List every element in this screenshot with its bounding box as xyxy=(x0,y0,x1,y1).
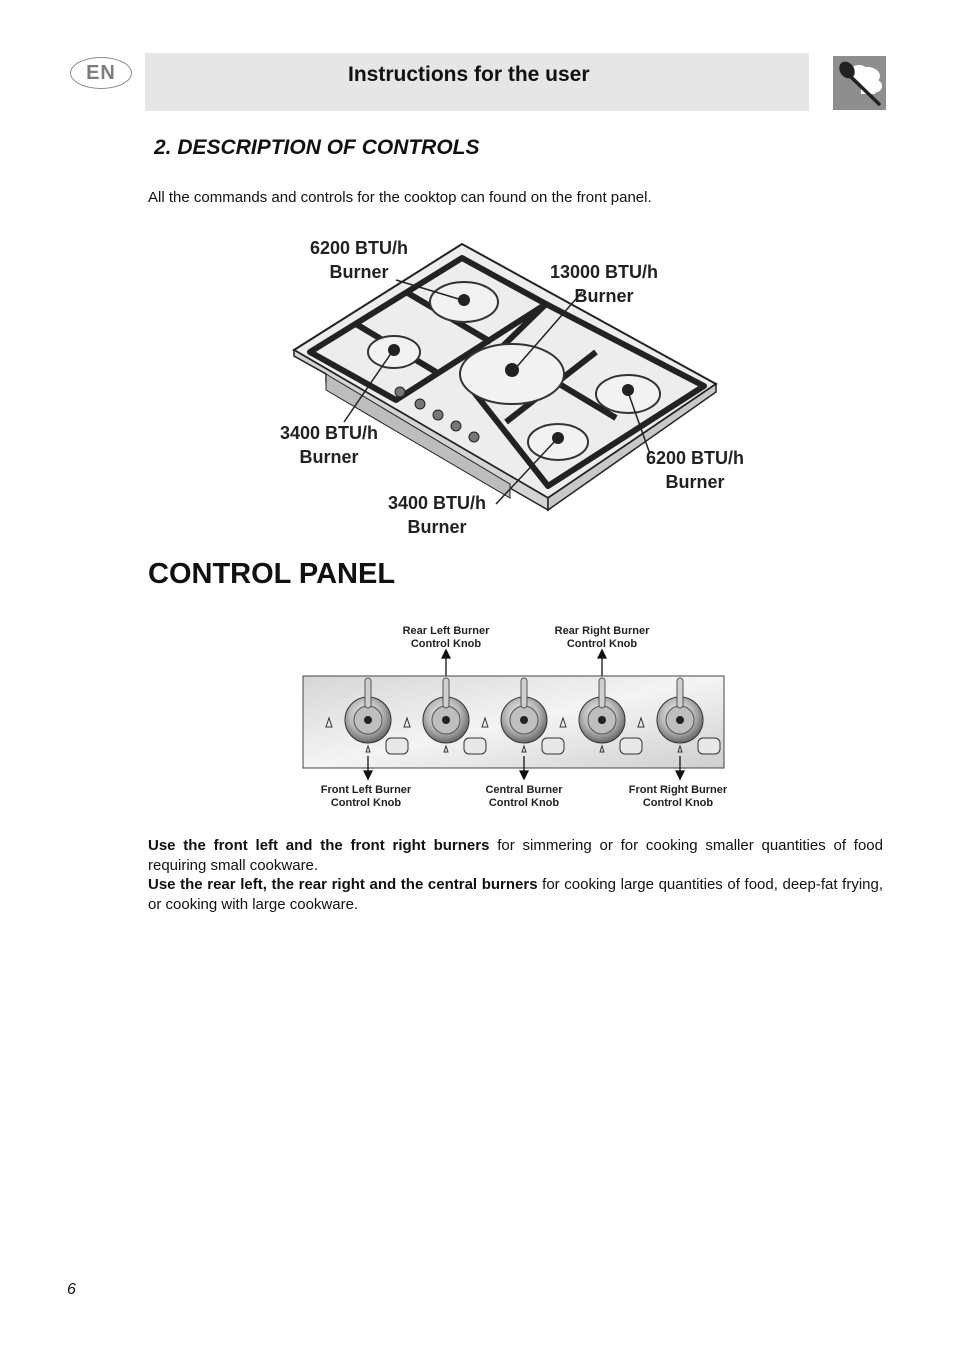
usage-1-rest: for simmering or for cooking smaller quantities of food requiring small cookware. xyxy=(148,837,883,874)
usage-1-bold: Use the front left and the front right burners xyxy=(148,837,490,854)
header-bar xyxy=(145,53,809,111)
label-front-left-burner: 3400 BTU/h Burner xyxy=(280,423,379,467)
label-front-center-burner: 3400 BTU/h Burner xyxy=(388,493,487,537)
section-title: 2. DESCRIPTION OF CONTROLS xyxy=(154,136,480,159)
page-number: 6 xyxy=(67,1281,76,1298)
control-panel-diagram xyxy=(300,620,730,815)
label-front-left-knob: Front Left Burner Control Knob xyxy=(320,784,412,809)
chef-hat-spoon-icon xyxy=(833,56,886,110)
control-panel-heading: CONTROL PANEL xyxy=(148,558,396,590)
usage-text xyxy=(148,836,883,914)
usage-paragraph-1 xyxy=(148,836,883,875)
language-badge: EN xyxy=(70,57,132,89)
label-rear-left-burner: 6200 BTU/h Burner xyxy=(310,238,409,282)
intro-text: All the commands and controls for the cooktop can found on the front panel. xyxy=(148,189,652,206)
label-front-right-knob: Front Right Burner Control Knob xyxy=(628,784,728,809)
label-central-burner: 13000 BTU/h Burner xyxy=(550,262,659,306)
label-central-knob: Central Burner Control Knob xyxy=(485,784,563,809)
usage-2-rest: for cooking large quantities of food, deep-fat frying, or cooking with large cookware. xyxy=(148,876,883,913)
label-rear-left-knob: Rear Left Burner Control Knob xyxy=(402,625,490,650)
cooktop-illustration xyxy=(276,232,756,542)
label-rear-right-burner: 6200 BTU/h Burner xyxy=(646,448,745,492)
usage-paragraph-2 xyxy=(148,875,883,914)
usage-2-bold: Use the rear left, the rear right and the central burners xyxy=(148,876,538,893)
header-title: Instructions for the user xyxy=(348,63,590,86)
label-rear-right-knob: Rear Right Burner Control Knob xyxy=(554,625,650,650)
chef-logo xyxy=(833,56,886,110)
